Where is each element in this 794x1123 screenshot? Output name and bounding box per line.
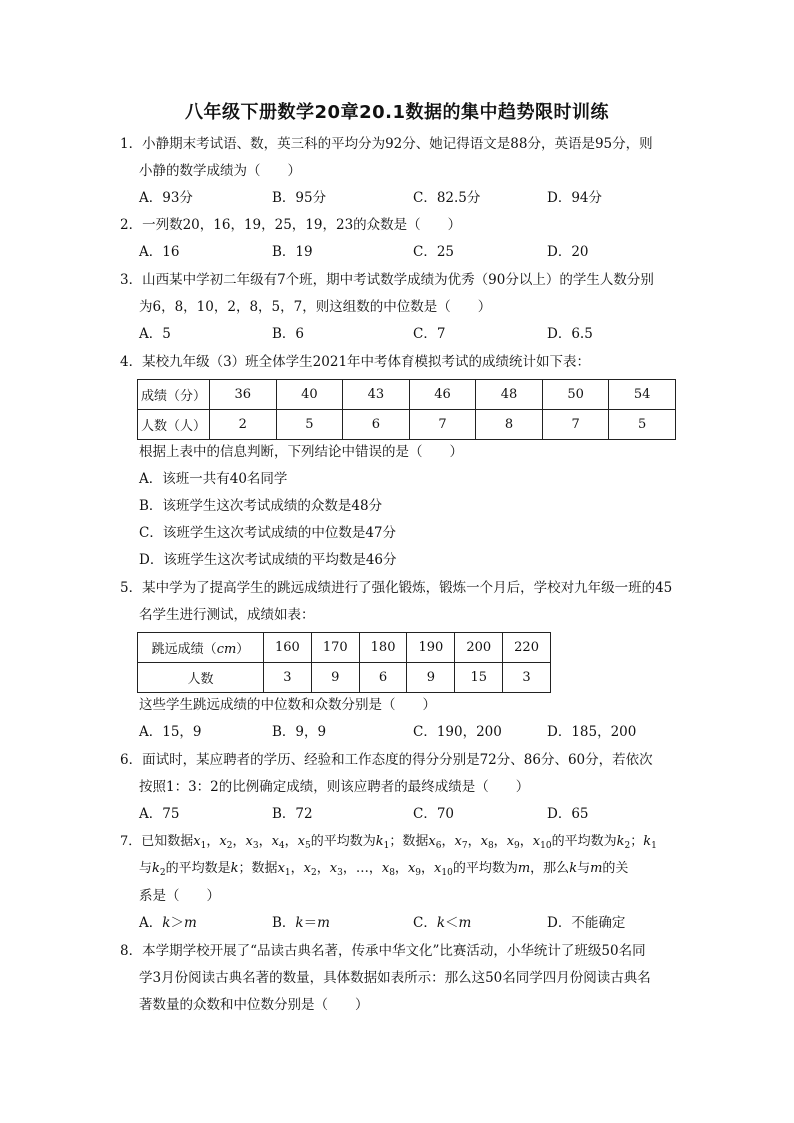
table-cell: 3 — [264, 663, 312, 693]
q4-stem-line2: 根据上表中的信息判断，下列结论中错误的是（ ） — [139, 444, 463, 460]
table-cell: 6 — [359, 663, 407, 693]
table-cell: 6 — [343, 410, 410, 440]
q5-jump-table — [137, 632, 551, 693]
q6-stem-line1: 6．面试时，某应聘者的学历、经验和工作态度的得分分别是72分、86分、60分，若依次 — [120, 752, 653, 768]
table-cell: 220 — [503, 633, 551, 663]
table-cell: 5 — [276, 410, 343, 440]
q1-option-a: A．93分 — [139, 190, 193, 206]
q6-stem-line2: 按照1：3：2的比例确定成绩，则该应聘者的最终成绩是（ ） — [139, 779, 530, 795]
q2-option-a: A．16 — [139, 244, 180, 260]
q8-stem-line2: 学3月份阅读古典名著的数量，具体数据如表所示：那么这50名同学四月份阅读古典名 — [139, 970, 651, 986]
q6-option-b: B．72 — [272, 806, 313, 822]
table-cell: 43 — [343, 380, 410, 410]
q2-option-b: B．19 — [272, 244, 313, 260]
q2-option-d: D．20 — [547, 244, 589, 260]
q8-stem-line1: 8．本学期学校开展了“品读古典名著，传承中华文化”比赛活动，小华统计了班级50名同 — [120, 943, 646, 959]
q7-option-b: B．k＝m — [272, 915, 330, 931]
table-row — [138, 633, 551, 663]
table-cell: 8 — [476, 410, 543, 440]
table-cell: 7 — [409, 410, 476, 440]
page-title: 八年级下册数学20章20.1数据的集中趋势限时训练 — [185, 102, 609, 123]
q2-stem-line1: 2．一列数20，16，19，25，19，23的众数是（ ） — [120, 217, 462, 233]
table-cell: 36 — [210, 380, 277, 410]
q1-stem-line1: 1．小静期末考试语、数，英三科的平均分为92分、她记得语文是88分，英语是95分，则 — [120, 136, 653, 152]
q5-option-b: B．9，9 — [272, 724, 327, 740]
table-cell: 180 — [359, 633, 407, 663]
q3-stem-line1: 3．山西某中学初二年级有7个班，期中考试数学成绩为优秀（90分以上）的学生人数分别 — [120, 272, 654, 288]
table-cell: 54 — [609, 380, 676, 410]
q5-option-a: A．15，9 — [139, 724, 202, 740]
q2-option-c: C．25 — [413, 244, 455, 260]
q4-option-a: A．该班一共有40名同学 — [139, 471, 288, 487]
q7-option-a: A．k＞m — [139, 915, 197, 931]
q7-stem-line1: 7．已知数据$x_1$，$x_2$，$x_3$，$x_4$，$x_5$的平均数为$k_1$；数据$x_6$，$x_7$，$x_8$，$x_9$，$x_{10}$的平均数为$k_2$；$k_1$ — [120, 834, 657, 851]
q5-stem-line2: 名学生进行测试，成绩如表： — [139, 607, 315, 623]
q3-stem-line2: 为6，8，10，2，8，5，7，则这组数的中位数是（ ） — [139, 299, 492, 315]
q4-option-d: D．该班学生这次考试成绩的平均数是46分 — [139, 552, 397, 568]
table-row — [138, 663, 551, 693]
q6-option-a: A．75 — [139, 806, 180, 822]
q5-option-c: C．190，200 — [413, 724, 502, 740]
q4-option-c: C．该班学生这次考试成绩的中位数是47分 — [139, 525, 397, 541]
q7-stem-line3: 系是（ ） — [139, 888, 220, 904]
q5-stem-line3: 这些学生跳远成绩的中位数和众数分别是（ ） — [139, 697, 436, 713]
table-row — [138, 410, 676, 440]
q8-stem-line3: 著数量的众数和中位数分别是（ ） — [139, 997, 369, 1013]
table-cell: 9 — [407, 663, 455, 693]
table-header-cell: 成绩（分） — [138, 380, 210, 410]
table-cell: 15 — [455, 663, 503, 693]
table-cell: 160 — [264, 633, 312, 663]
table-header-cell: 跳远成绩（cm） — [138, 633, 264, 663]
q4-score-table — [137, 379, 676, 440]
q7-option-d: D．不能确定 — [547, 915, 626, 931]
q7-stem-line2: 与$k_2$的平均数是k；数据$x_1$，$x_2$，$x_3$，…，$x_8$，$x_9$，$x_{10}$的平均数为m，那么k与m的关 — [139, 861, 629, 878]
table-cell: 50 — [542, 380, 609, 410]
q4-stem-line1: 4．某校九年级（3）班全体学生2021年中考体育模拟考试的成绩统计如下表： — [120, 354, 591, 370]
table-cell: 5 — [609, 410, 676, 440]
q1-option-b: B．95分 — [272, 190, 327, 206]
table-cell: 46 — [409, 380, 476, 410]
q6-option-d: D．65 — [547, 806, 589, 822]
table-cell: 170 — [311, 633, 359, 663]
table-cell: 3 — [503, 663, 551, 693]
table-header-cell: 人数 — [138, 663, 264, 693]
table-cell: 9 — [311, 663, 359, 693]
q1-stem-line2: 小静的数学成绩为（ ） — [139, 163, 301, 179]
q7-option-c: C．k＜m — [413, 915, 472, 931]
table-cell: 200 — [455, 633, 503, 663]
table-cell: 40 — [276, 380, 343, 410]
q3-option-a: A．5 — [139, 326, 171, 342]
q5-option-d: D．185，200 — [547, 724, 637, 740]
q1-option-d: D．94分 — [547, 190, 603, 206]
q1-option-c: C．82.5分 — [413, 190, 481, 206]
table-cell: 2 — [210, 410, 277, 440]
q6-option-c: C．70 — [413, 806, 455, 822]
table-cell: 7 — [542, 410, 609, 440]
table-row — [138, 380, 676, 410]
q4-option-b: B．该班学生这次考试成绩的众数是48分 — [139, 498, 383, 514]
table-cell: 48 — [476, 380, 543, 410]
table-header-cell: 人数（人） — [138, 410, 210, 440]
q3-option-b: B．6 — [272, 326, 305, 342]
q3-option-d: D．6.5 — [547, 326, 593, 342]
q5-stem-line1: 5．某中学为了提高学生的跳远成绩进行了强化锻炼，锻炼一个月后，学校对九年级一班的45 — [120, 580, 673, 596]
table-cell: 190 — [407, 633, 455, 663]
q3-option-c: C．7 — [413, 326, 446, 342]
